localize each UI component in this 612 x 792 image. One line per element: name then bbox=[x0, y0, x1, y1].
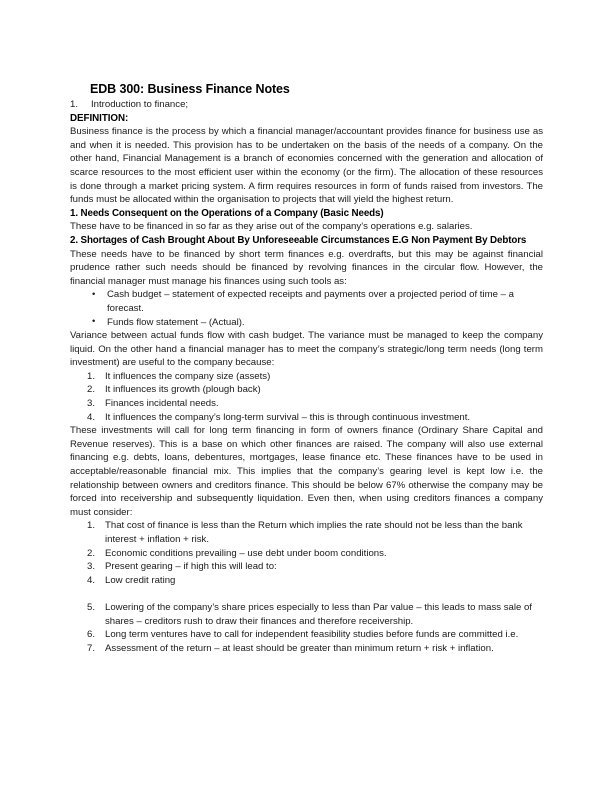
list-item-text: Low credit rating bbox=[105, 574, 176, 586]
list-item-text: It influences the company’s long-term survival – this is through continuous investment. bbox=[105, 411, 471, 423]
list-item-text: Lowering of the company’s share prices especially to less than Par value – this leads to mass sale of shares – creditors rush to draw their finances and therefore receivership. bbox=[105, 601, 532, 627]
list-item-text: Long term ventures have to call for independent feasibility studies before funds are committed i.e. bbox=[105, 629, 519, 641]
document-body bbox=[70, 82, 543, 655]
list-item-marker: 2. bbox=[87, 384, 96, 396]
tools-bullet-list bbox=[70, 288, 543, 329]
list-item: • Funds flow statement – (Actual). bbox=[70, 316, 543, 330]
list-item-text: Present gearing – if high this will lead to: bbox=[105, 561, 277, 573]
reasons-numbered-list bbox=[70, 370, 543, 424]
list-item bbox=[70, 519, 543, 546]
list-item-text: Economic conditions prevailing – use debt under boom conditions. bbox=[105, 547, 387, 559]
list-item-text: Assessment of the return – at least should be greater than minimum return + risk + inflation. bbox=[105, 642, 494, 654]
variance-paragraph: Variance between actual funds flow with cash budget. The variance must be managed to keep the company liquid. On the other hand a financial manager has to meet the company’s strategic/long term needs (long term investment) are useful to the company because: bbox=[70, 330, 543, 369]
list-item bbox=[70, 547, 543, 561]
list-item bbox=[70, 574, 543, 588]
definition-heading: DEFINITION: bbox=[70, 112, 129, 124]
list-item-marker: 1. bbox=[87, 520, 96, 532]
list-item-text: It influences its growth (plough back) bbox=[105, 384, 261, 396]
intro-item-number: 1. bbox=[70, 99, 79, 110]
list-item bbox=[70, 383, 543, 397]
list-item-marker: 1. bbox=[87, 370, 96, 382]
list-item-text: Finances incidental needs. bbox=[105, 398, 219, 410]
list-item-marker: 3. bbox=[87, 398, 96, 410]
list-item-text: It influences the company size (assets) bbox=[105, 370, 271, 382]
list-item-marker: 5. bbox=[87, 601, 96, 613]
list-item bbox=[70, 560, 543, 574]
section-heading-1: 1. Needs Consequent on the Operations of a Company (Basic Needs) bbox=[70, 207, 384, 219]
section-heading-2: 2. Shortages of Cash Brought About By Unforeseeable Circumstances E.G Non Payment By Debtors bbox=[70, 234, 527, 246]
list-item-marker: 3. bbox=[87, 561, 96, 573]
list-item bbox=[70, 601, 543, 628]
intro-list-item bbox=[70, 98, 543, 112]
list-item-marker: 4. bbox=[87, 411, 96, 423]
section-2-paragraph: These needs have to be financed by short term finances e.g. overdrafts, but this may be against financial prudence rather such needs should be financed by revolving finances in the circular flow. However, the financial manager must manage his finances using such tools as: bbox=[70, 248, 543, 287]
investments-paragraph: These investments will call for long term financing in form of owners finance (Ordinary Share Capital and Revenue reserves). This is a base on which other finances are raised. The company will also use external financing e.g. debts, loans, debentures, mortgages, lease finance etc. These finances have to be used in acceptable/reasonable financial mix. This implies that the company’s gearing level is kept low i.e. the relationship between owners and creditors finance. This should be below 67% otherwise the company may be forced into receivership and subsequently liquidation. Even then, when using creditors finances a company must consider: bbox=[70, 425, 543, 518]
section-1-paragraph: These have to be financed in so far as they arise out of the company’s operations e.g. salaries. bbox=[70, 221, 473, 233]
list-item: • Cash budget – statement of expected receipts and payments over a projected period of time – a forecast. bbox=[70, 288, 543, 315]
list-item bbox=[70, 397, 543, 411]
list-item-marker: 7. bbox=[87, 642, 96, 654]
list-item bbox=[70, 370, 543, 384]
considerations-numbered-list bbox=[70, 519, 543, 655]
list-item-marker: 2. bbox=[87, 547, 96, 559]
definition-paragraph: Business finance is the process by which a financial manager/accountant provides finance for business use as and when it is needed. This provision has to be undertaken on the basis of the needs of a company. On the other hand, Financial Management is a branch of economies concerned with the generation and allocation of scarce resources to the most efficient user within the economy (or the firm). The allocation of these resources is done through a market pricing system. A firm requires resources in form of funds raised from investors. The funds must be allocated within the organisation to projects that will yield the highest return. bbox=[70, 126, 543, 206]
page-title: EDB 300: Business Finance Notes bbox=[90, 82, 290, 96]
list-item bbox=[70, 411, 543, 425]
list-item-marker: 6. bbox=[87, 629, 96, 641]
intro-item-label: Introduction to finance; bbox=[91, 99, 189, 110]
list-item-marker: 4. bbox=[87, 574, 96, 586]
list-item-text: That cost of finance is less than the Return which implies the rate should not be less than the bank interest + inflation + risk. bbox=[105, 520, 523, 545]
list-item bbox=[70, 628, 543, 642]
list-item bbox=[70, 642, 543, 656]
